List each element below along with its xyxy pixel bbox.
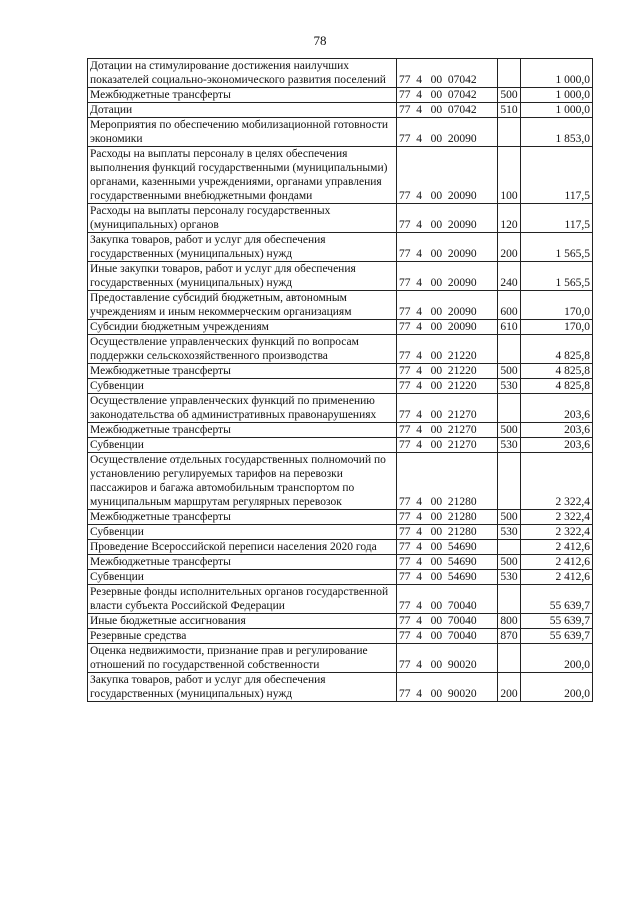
row-vr-cell: 100 [498,147,521,204]
row-name-cell: Дотации [88,103,397,118]
row-vr-cell [498,394,521,423]
table-row [88,118,593,147]
row-vr-cell [498,118,521,147]
row-name-cell: Межбюджетные трансферты [88,555,397,570]
row-name-cell: Субвенции [88,570,397,585]
row-code-cell: 77 4 00 70040 [397,614,498,629]
row-vr-cell: 530 [498,570,521,585]
row-amount-cell: 2 322,4 [521,453,593,510]
row-name-cell: Расходы на выплаты персоналу государственных (муниципальных) органов [88,204,397,233]
row-vr-cell [498,644,521,673]
table-row [88,103,593,118]
table-row [88,525,593,540]
row-name-cell: Межбюджетные трансферты [88,88,397,103]
row-code-cell: 77 4 00 20090 [397,204,498,233]
row-code-cell: 77 4 00 20090 [397,291,498,320]
row-name-cell: Дотации на стимулирование достижения наилучших показателей социально-экономического развития поселений [88,59,397,88]
row-name-cell: Резервные средства [88,629,397,644]
row-name-cell: Осуществление управленческих функций по применению законодательства об административных правонарушениях [88,394,397,423]
table-row [88,585,593,614]
row-name-cell: Межбюджетные трансферты [88,364,397,379]
row-name-cell: Субвенции [88,379,397,394]
row-name-cell: Мероприятия по обеспечению мобилизационной готовности экономики [88,118,397,147]
row-code-cell: 77 4 00 07042 [397,88,498,103]
row-code-cell: 77 4 00 07042 [397,103,498,118]
budget-table-body [88,59,593,702]
table-row [88,438,593,453]
row-code-cell: 77 4 00 70040 [397,585,498,614]
row-code-cell: 77 4 00 70040 [397,629,498,644]
row-vr-cell [498,585,521,614]
row-vr-cell: 510 [498,103,521,118]
row-code-cell: 77 4 00 20090 [397,118,498,147]
table-row [88,423,593,438]
row-amount-cell: 1 000,0 [521,88,593,103]
table-row [88,335,593,364]
row-code-cell: 77 4 00 21220 [397,335,498,364]
row-amount-cell: 1 565,5 [521,233,593,262]
row-vr-cell [498,540,521,555]
row-code-cell: 77 4 00 20090 [397,262,498,291]
row-vr-cell: 600 [498,291,521,320]
row-amount-cell: 200,0 [521,673,593,702]
row-amount-cell: 1 565,5 [521,262,593,291]
row-amount-cell: 170,0 [521,291,593,320]
row-vr-cell: 240 [498,262,521,291]
row-vr-cell: 500 [498,423,521,438]
row-vr-cell: 500 [498,88,521,103]
row-vr-cell: 870 [498,629,521,644]
row-name-cell: Предоставление субсидий бюджетным, автономным учреждениям и иным некоммерческим организациям [88,291,397,320]
page-number: 78 [313,33,327,48]
table-row [88,379,593,394]
row-amount-cell: 55 639,7 [521,614,593,629]
row-name-cell: Оценка недвижимости, признание прав и регулирование отношений по государственной собственности [88,644,397,673]
row-vr-cell: 120 [498,204,521,233]
row-vr-cell: 800 [498,614,521,629]
table-row [88,540,593,555]
row-amount-cell: 2 322,4 [521,510,593,525]
row-amount-cell: 4 825,8 [521,364,593,379]
table-row [88,673,593,702]
row-code-cell: 77 4 00 21280 [397,453,498,510]
row-amount-cell: 55 639,7 [521,629,593,644]
row-amount-cell: 203,6 [521,438,593,453]
row-name-cell: Резервные фонды исполнительных органов государственной власти субъекта Российской Федерации [88,585,397,614]
row-amount-cell: 4 825,8 [521,379,593,394]
row-vr-cell: 500 [498,364,521,379]
row-amount-cell: 2 322,4 [521,525,593,540]
row-vr-cell: 530 [498,379,521,394]
table-row [88,394,593,423]
row-vr-cell: 500 [498,510,521,525]
row-name-cell: Иные бюджетные ассигнования [88,614,397,629]
row-vr-cell [498,335,521,364]
row-code-cell: 77 4 00 07042 [397,59,498,88]
row-amount-cell: 117,5 [521,147,593,204]
table-row [88,364,593,379]
table-row [88,644,593,673]
row-name-cell: Иные закупки товаров, работ и услуг для обеспечения государственных (муниципальных) нужд [88,262,397,291]
row-name-cell: Осуществление управленческих функций по вопросам поддержки сельскохозяйственного производства [88,335,397,364]
row-vr-cell: 200 [498,233,521,262]
row-code-cell: 77 4 00 21280 [397,510,498,525]
table-row [88,88,593,103]
row-code-cell: 77 4 00 21220 [397,379,498,394]
row-amount-cell: 203,6 [521,423,593,438]
row-amount-cell: 2 412,6 [521,555,593,570]
row-code-cell: 77 4 00 21220 [397,364,498,379]
table-row [88,320,593,335]
row-code-cell: 77 4 00 21270 [397,438,498,453]
table-row [88,59,593,88]
row-amount-cell: 1 853,0 [521,118,593,147]
row-amount-cell: 55 639,7 [521,585,593,614]
row-amount-cell: 200,0 [521,644,593,673]
table-row [88,555,593,570]
table-row [88,233,593,262]
row-code-cell: 77 4 00 54690 [397,570,498,585]
row-amount-cell: 2 412,6 [521,570,593,585]
row-name-cell: Субвенции [88,438,397,453]
row-name-cell: Проведение Всероссийской переписи населения 2020 года [88,540,397,555]
row-vr-cell [498,59,521,88]
row-code-cell: 77 4 00 90020 [397,644,498,673]
row-vr-cell: 500 [498,555,521,570]
row-name-cell: Межбюджетные трансферты [88,423,397,438]
row-vr-cell: 530 [498,525,521,540]
row-amount-cell: 117,5 [521,204,593,233]
row-amount-cell: 170,0 [521,320,593,335]
table-row [88,570,593,585]
table-row [88,614,593,629]
budget-table [87,58,593,702]
row-code-cell: 77 4 00 21280 [397,525,498,540]
row-vr-cell: 530 [498,438,521,453]
table-row [88,510,593,525]
row-name-cell: Субвенции [88,525,397,540]
table-row [88,204,593,233]
row-code-cell: 77 4 00 20090 [397,147,498,204]
row-amount-cell: 1 000,0 [521,59,593,88]
row-code-cell: 77 4 00 54690 [397,540,498,555]
table-row [88,629,593,644]
row-vr-cell [498,453,521,510]
table-row [88,147,593,204]
row-code-cell: 77 4 00 21270 [397,394,498,423]
row-code-cell: 77 4 00 21270 [397,423,498,438]
row-name-cell: Осуществление отдельных государственных полномочий по установлению регулируемых тарифов на перевозки пассажиров и багажа автомобильным транспортом по муниципальным маршрутам регулярных перевозок [88,453,397,510]
row-name-cell: Закупка товаров, работ и услуг для обеспечения государственных (муниципальных) нужд [88,673,397,702]
row-code-cell: 77 4 00 20090 [397,233,498,262]
row-vr-cell: 200 [498,673,521,702]
row-name-cell: Закупка товаров, работ и услуг для обеспечения государственных (муниципальных) нужд [88,233,397,262]
table-row [88,262,593,291]
row-name-cell: Расходы на выплаты персоналу в целях обеспечения выполнения функций государственными (муниципальными) органами, казенными учреждениями, органами управления государственными внебюджетными фондами [88,147,397,204]
row-amount-cell: 4 825,8 [521,335,593,364]
row-code-cell: 77 4 00 54690 [397,555,498,570]
row-code-cell: 77 4 00 20090 [397,320,498,335]
row-name-cell: Субсидии бюджетным учреждениям [88,320,397,335]
row-amount-cell: 1 000,0 [521,103,593,118]
table-row [88,291,593,320]
row-vr-cell: 610 [498,320,521,335]
row-name-cell: Межбюджетные трансферты [88,510,397,525]
row-amount-cell: 2 412,6 [521,540,593,555]
table-row [88,453,593,510]
row-amount-cell: 203,6 [521,394,593,423]
row-code-cell: 77 4 00 90020 [397,673,498,702]
